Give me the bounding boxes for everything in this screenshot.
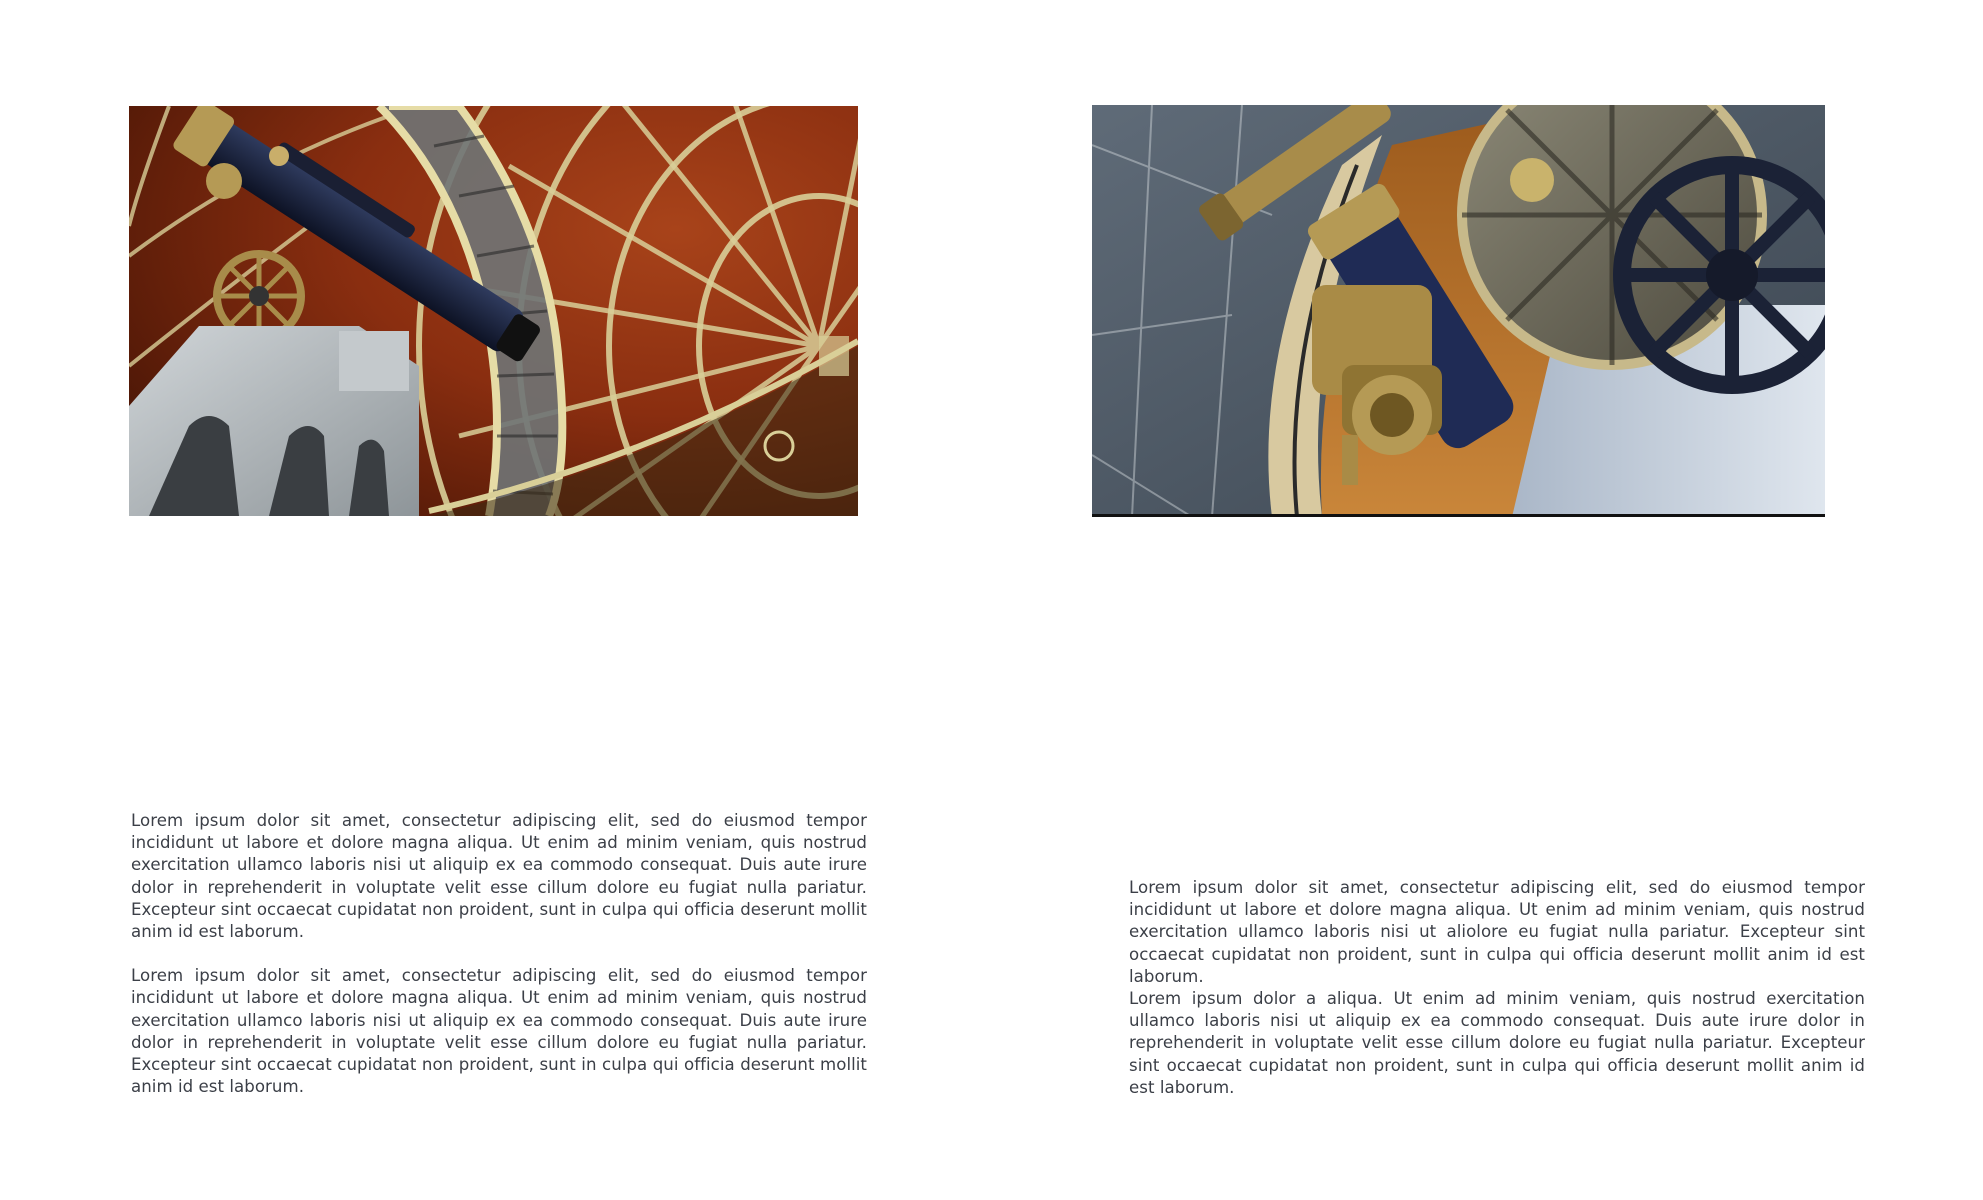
left-paragraph-2: Lorem ipsum dolor sit amet, consectetur adipiscing elit, sed do eiusmod tempor incididunt ut labore et dolore magna aliqua. Ut enim ad minim veniam, quis nostrud exercitation ullamco laboris nisi ut aliquip ex ea commodo consequat. Duis aute irure dolor in reprehenderit in voluptate velit esse cillum dolore eu fugiat nulla pariatur. Excepteur sint occaecat cupidatat non proident, sunt in culpa qui officia deserunt mollit anim id est laborum. <box>131 966 867 1097</box>
left-paragraph-1: Lorem ipsum dolor sit amet, consectetur adipiscing elit, sed do eiusmod tempor incididunt ut labore et dolore magna aliqua. Ut enim ad minim veniam, quis nostrud exercitation ullamco laboris nisi ut aliquip ex ea commodo consequat. Duis aute irure dolor in reprehenderit in voluptate velit esse cillum dolore eu fugiat nulla pariatur. Excepteur sint occaecat cupidatat non proident, sunt in culpa qui officia deserunt mollit anim id est laborum. <box>131 811 867 942</box>
right-paragraph-1: Lorem ipsum dolor sit amet, consectetur adipiscing elit, sed do eiusmod tempor incididunt ut labore et dolore magna aliqua. Ut enim ad minim veniam, quis nostrud exercitation ullamco laboris nisi ut aliolore eu fugiat nulla pariatur. Excepteur sint occaecat cupidatat non proident, sunt in culpa qui officia deserunt mollit anim id est laborum. <box>1129 878 1865 986</box>
observatory-dome-photo <box>129 106 858 516</box>
left-text-column <box>131 810 867 1098</box>
right-text-column <box>1129 877 1865 1099</box>
telescope-mount-photo <box>1092 105 1825 517</box>
telescope-mount-wheel-icon <box>1092 105 1825 517</box>
right-paragraph-2: Lorem ipsum dolor a aliqua. Ut enim ad minim veniam, quis nostrud exercitation ullamco laboris nisi ut aliquip ex ea commodo consequat. Duis aute irure dolor in reprehenderit in voluptate velit esse cillum dolore eu fugiat nulla pariatur. Excepteur sint occaecat cupidatat non proident, sunt in culpa qui officia deserunt mollit anim id est laborum. <box>1129 989 1865 1097</box>
observatory-dome-telescope-icon <box>129 106 858 516</box>
